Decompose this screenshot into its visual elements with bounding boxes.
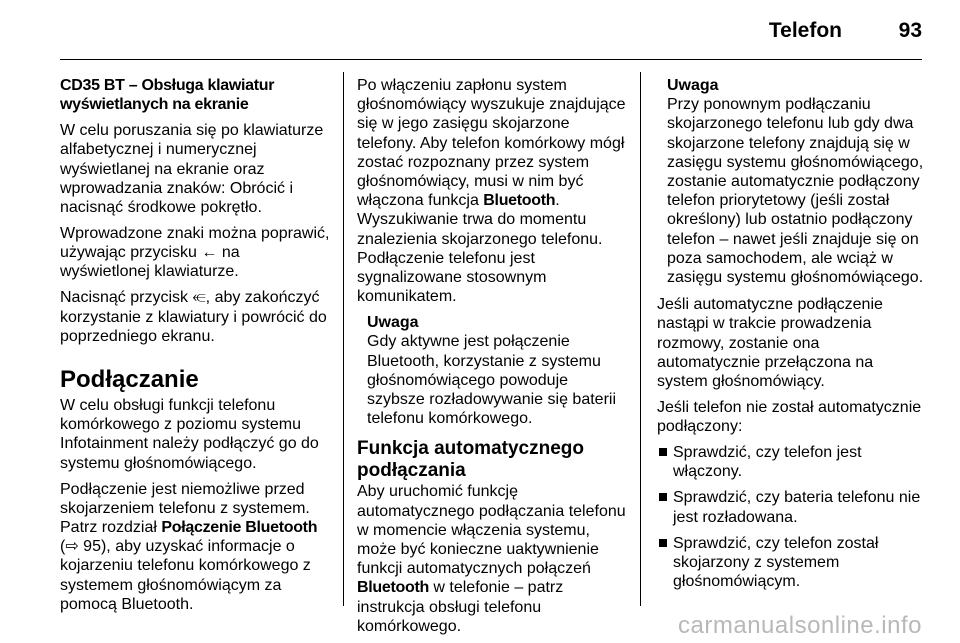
column-3 bbox=[657, 76, 927, 598]
ignition-paragraph bbox=[357, 76, 629, 306]
page-header bbox=[0, 0, 960, 60]
ignition-text-a: Po włączeniu zapłonu system głośnomówiący wyszukuje znajdujące się w jego zasięgu skojarzone telefony. Aby telefon komórkowy mógł zostać rozpoznany przez system głośnomówiący, musi w nim być włączona funkcja bbox=[357, 77, 626, 210]
column-1 bbox=[60, 76, 332, 621]
note-text: Przy ponownym podłączaniu skojarzonego telefonu lub gdy dwa skojarzone telefony znajdują się w zasięgu systemu głośnomówiącego, zostanie automatycznie podłączony telefon priorytetowy (jeśli został określony) lub ostatnio podłączony telefon – nawet jeśli znajduje się on poza samochodem, ale wciąż w zasięgu systemu głośnomówiącego. bbox=[667, 96, 924, 287]
autoconnect-text-a: Aby uruchomić funkcję automatycznego podłączania telefonu w momencie włączenia systemu, może być konieczne uaktywnienie funkcji automatycznych połączeń bbox=[357, 483, 626, 578]
column-divider-2 bbox=[640, 72, 641, 606]
bullet-square-icon bbox=[659, 493, 667, 501]
list-item-text: Sprawdzić, czy telefon został skojarzony z systemem głośnomówiącym. bbox=[673, 534, 879, 591]
keyboard-paragraph-1: W celu poruszania się po klawiaturze alfabetycznej i numerycznej wyświetlanej na ekranie oraz wprowadzania znaków: Obrócić i nacisnąć środkowe pokrętło. bbox=[60, 122, 324, 217]
list-item bbox=[657, 443, 927, 481]
autoconnect-text-b: w telefonie – patrz instrukcja obsługi telefonu komórkowego. bbox=[357, 579, 564, 635]
connecting-text-b: (⇨ 95), aby uzyskać informacje o kojarzeniu telefonu komórkowego z systemem głośnomówiącym za pomocą Bluetooth. bbox=[60, 538, 311, 613]
watermark: carmanualsonline.info bbox=[678, 612, 922, 639]
list-item-text: Sprawdzić, czy bateria telefonu nie jest rozładowana. bbox=[673, 489, 921, 526]
list-item-text: Sprawdzić, czy telefon jest włączony. bbox=[673, 444, 862, 481]
section-title-connecting: Podłączanie bbox=[60, 366, 199, 394]
bluetooth-keyword: Bluetooth bbox=[357, 579, 429, 597]
bullet-square-icon bbox=[659, 448, 667, 456]
bluetooth-connection-link[interactable]: Połączenie Bluetooth bbox=[161, 519, 318, 537]
note-title: Uwaga bbox=[667, 77, 719, 94]
connecting-paragraph-1: W celu obsługi funkcji telefonu komórkowego z poziomu systemu Infotainment należy podłączyć go do systemu głośnomówiącego. bbox=[60, 397, 319, 472]
autoconnect-paragraph bbox=[357, 482, 629, 636]
column-divider-1 bbox=[343, 72, 344, 606]
note-battery bbox=[367, 313, 629, 428]
not-connected-paragraph: Jeśli telefon nie został automatycznie podłączony: bbox=[657, 399, 922, 436]
keyboard-paragraph-3: Nacisnąć przycisk ⥺, aby zakończyć korzystanie z klawiatury i powrócić do poprzedniego ekranu. bbox=[60, 289, 327, 345]
subsection-title-autoconnect: Funkcja automatycznego podłączania bbox=[357, 438, 584, 482]
note-text: Gdy aktywne jest połączenie Bluetooth, korzystanie z systemu głośnomówiącego powoduje szybsze rozładowywanie się baterii telefonu komórkowego. bbox=[367, 333, 616, 428]
connecting-text-a: Podłączenie jest niemożliwe przed skojarzeniem telefonu z systemem. Patrz rozdział bbox=[60, 480, 310, 537]
header-divider bbox=[60, 59, 922, 60]
note-priority-phone bbox=[667, 76, 927, 287]
list-item bbox=[657, 488, 927, 526]
page-title: Telefon bbox=[768, 19, 842, 42]
ignition-text-b: . Wyszukiwanie trwa do momentu znalezienia skojarzonego telefonu. Podłączenie telefonu jest sygnalizowane stosownym komunikatem. bbox=[357, 192, 603, 306]
connecting-paragraph-2 bbox=[60, 480, 332, 614]
keyboard-paragraph-2: Wprowadzone znaki można poprawić, używając przycisku ← na wyświetlonej klawiaturze. bbox=[60, 225, 330, 281]
note-title: Uwaga bbox=[367, 314, 419, 332]
column-2 bbox=[357, 76, 629, 643]
page-number: 93 bbox=[898, 19, 922, 42]
bullet-square-icon bbox=[659, 539, 667, 547]
bluetooth-keyword: Bluetooth bbox=[483, 192, 556, 210]
autoconnect-call-paragraph: Jeśli automatyczne podłączenie nastąpi w trakcie prowadzenia rozmowy, zostanie ona automatycznie przełączona na system głośnomówiący. bbox=[657, 296, 883, 391]
keyboard-heading: CD35 BT – Obsługa klawiatur wyświetlanych na ekranie bbox=[60, 77, 275, 114]
list-item bbox=[657, 534, 927, 592]
